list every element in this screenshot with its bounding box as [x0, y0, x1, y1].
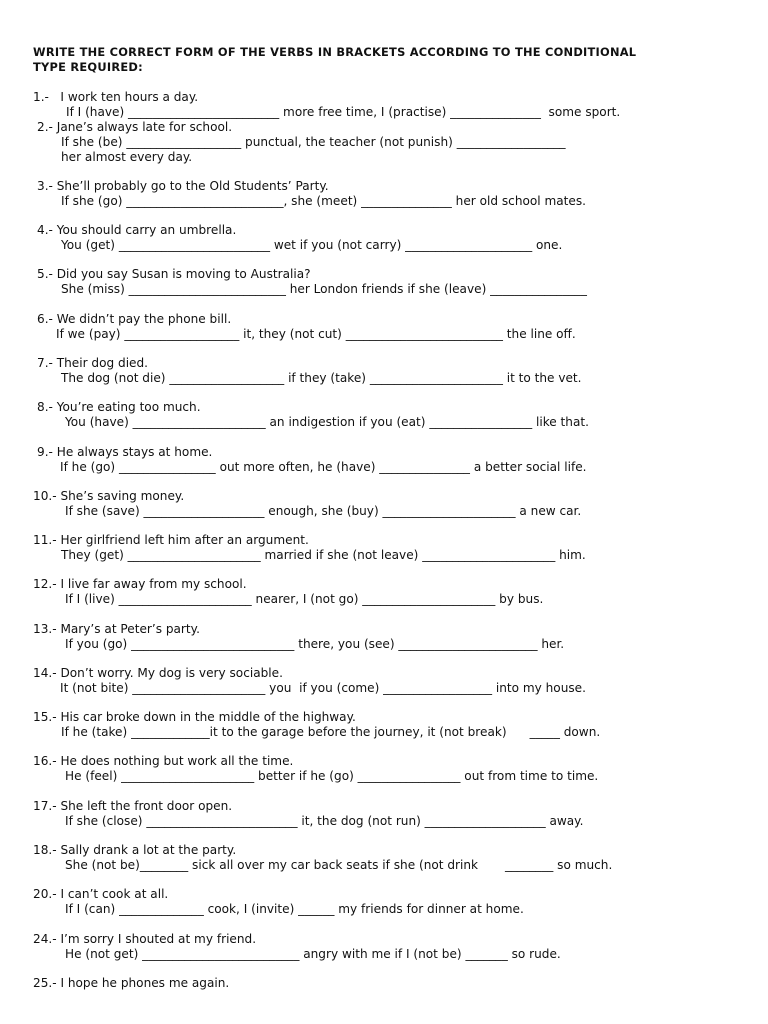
- exercise-context: 18.- Sally drank a lot at the party.: [33, 843, 237, 857]
- exercise-task: He (not get) __________________________ angry with me if I (not be) _______ so rude.: [65, 947, 561, 961]
- exercise-context: 10.- She’s saving money.: [33, 489, 185, 503]
- exercise-task: You (get) _________________________ wet if you (not carry) _____________________ one.: [61, 238, 563, 252]
- exercise-context: 4.- You should carry an umbrella.: [37, 223, 237, 237]
- exercise-task: If he (go) ________________ out more often, he (have) _______________ a better social life.: [60, 460, 587, 474]
- exercise-task: If he (take) _____________it to the garage before the journey, it (not break) _____ down.: [61, 725, 601, 739]
- exercise-context: 7.- Their dog died.: [37, 356, 149, 370]
- exercise-context: 2.- Jane’s always late for school.: [37, 120, 233, 134]
- exercise-context: 5.- Did you say Susan is moving to Australia?: [37, 267, 311, 281]
- exercise-context: 8.- You’re eating too much.: [37, 400, 201, 414]
- exercise-context: 16.- He does nothing but work all the time.: [33, 754, 294, 768]
- instructions-line-2: TYPE REQUIRED:: [33, 60, 143, 74]
- exercise-25: [0, 976, 768, 1020]
- exercise-task: If she (go) __________________________, she (meet) _______________ her old school mates.: [61, 194, 587, 208]
- exercise-task: If we (pay) ___________________ it, they (not cut) __________________________ the line off.: [56, 327, 576, 341]
- exercise-context: 11.- Her girlfriend left him after an argument.: [33, 533, 309, 547]
- exercise-context: 20.- I can’t cook at all.: [33, 887, 169, 901]
- exercise-task: He (feel) ______________________ better if he (go) _________________ out from time to time.: [65, 769, 599, 783]
- exercise-context: 15.- His car broke down in the middle of the highway.: [33, 710, 356, 724]
- exercise-task: If she (close) _________________________ it, the dog (not run) ____________________ away.: [65, 814, 584, 828]
- exercise-task: If I (have) _________________________ more free time, I (practise) _______________ some sport.: [66, 105, 621, 119]
- exercise-context: 24.- I’m sorry I shouted at my friend.: [33, 932, 257, 946]
- exercise-task: The dog (not die) ___________________ if they (take) ______________________ it to the vet.: [61, 371, 582, 385]
- exercise-context: 3.- She’ll probably go to the Old Students’ Party.: [37, 179, 329, 193]
- instructions-line-1: WRITE THE CORRECT FORM OF THE VERBS IN BRACKETS ACCORDING TO THE CONDITIONAL: [33, 45, 637, 59]
- exercise-task: You (have) ______________________ an indigestion if you (eat) _________________ like that.: [65, 415, 589, 429]
- exercise-task: It (not bite) ______________________ you if you (come) __________________ into my house.: [60, 681, 586, 695]
- exercise-task: She (miss) __________________________ her London friends if she (leave) ________________: [61, 282, 587, 296]
- exercise-task: If I (can) ______________ cook, I (invite) ______ my friends for dinner at home.: [65, 902, 524, 916]
- exercise-context: 25.- I hope he phones me again.: [33, 976, 230, 990]
- exercise-context: 13.- Mary’s at Peter’s party.: [33, 622, 200, 636]
- exercise-context: 1.- I work ten hours a day.: [33, 90, 199, 104]
- exercise-context: 14.- Don’t worry. My dog is very sociable.: [33, 666, 283, 680]
- exercise-task: If you (go) ___________________________ there, you (see) _______________________ her.: [65, 637, 565, 651]
- exercise-context: 12.- I live far away from my school.: [33, 577, 247, 591]
- exercise-task: If I (live) ______________________ nearer, I (not go) ______________________ by bus.: [65, 592, 544, 606]
- exercise-task: If she (be) ___________________ punctual, the teacher (not punish) __________________: [61, 135, 566, 149]
- exercise-task: If she (save) ____________________ enough, she (buy) ______________________ a new car.: [65, 504, 582, 518]
- exercise-task: They (get) ______________________ married if she (not leave) ______________________ him.: [61, 548, 586, 562]
- exercise-context: 6.- We didn’t pay the phone bill.: [37, 312, 232, 326]
- exercise-context: 9.- He always stays at home.: [37, 445, 213, 459]
- exercise-task-continued: her almost every day.: [61, 150, 193, 164]
- exercise-task: She (not be)________ sick all over my car back seats if she (not drink ________ so much.: [65, 858, 613, 872]
- exercise-context: 17.- She left the front door open.: [33, 799, 233, 813]
- worksheet-instructions: [33, 45, 733, 75]
